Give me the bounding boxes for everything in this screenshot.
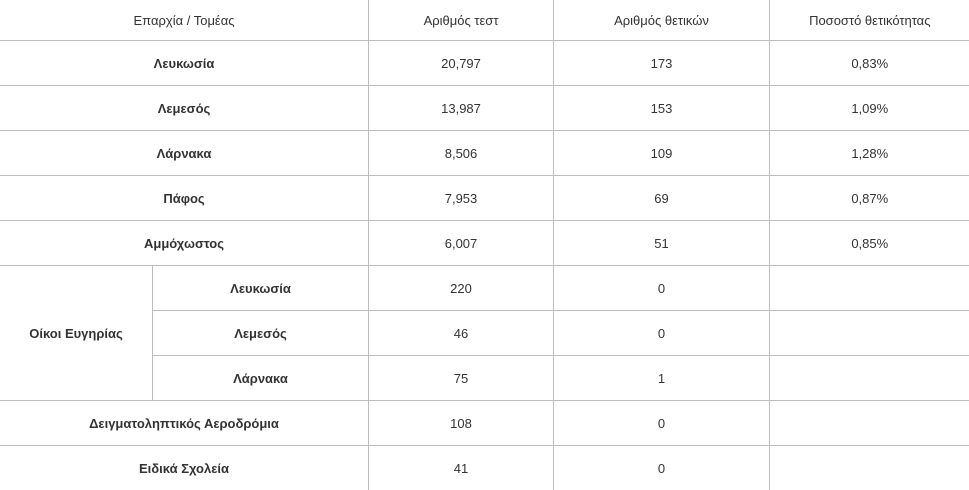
tests-cell: 7,953 [369,176,554,221]
positives-cell: 153 [554,86,770,131]
positives-cell: 109 [554,131,770,176]
header-tests: Αριθμός τεστ [369,0,554,41]
row-label: Λευκωσία [0,41,369,86]
rate-cell [770,401,969,446]
header-positives: Αριθμός θετικών [554,0,770,41]
rate-cell [770,356,969,401]
tests-cell: 220 [369,266,554,311]
tests-cell: 6,007 [369,221,554,266]
rate-cell [770,311,969,356]
rate-cell: 0,85% [770,221,969,266]
table-row [0,131,969,176]
tests-cell: 75 [369,356,554,401]
row-label: Πάφος [0,176,369,221]
positives-cell: 51 [554,221,770,266]
positives-cell: 173 [554,41,770,86]
group-label-care-homes: Οίκοι Ευγηρίας [0,266,153,401]
table-row [0,401,969,446]
row-label: Λευκωσία [153,266,369,311]
table-row [0,86,969,131]
header-rate: Ποσοστό θετικότητας [770,0,969,41]
positives-cell: 0 [554,401,770,446]
tests-cell: 41 [369,446,554,490]
rate-cell: 1,09% [770,86,969,131]
row-label: Αμμόχωστος [0,221,369,266]
table-row [0,221,969,266]
rate-cell: 0,87% [770,176,969,221]
tests-cell: 108 [369,401,554,446]
row-label: Λάρνακα [0,131,369,176]
table-row [0,41,969,86]
table-row [0,266,969,311]
table-row [0,446,969,490]
rate-cell: 0,83% [770,41,969,86]
positives-cell: 69 [554,176,770,221]
tests-cell: 8,506 [369,131,554,176]
row-label: Δειγματοληπτικός Αεροδρόμια [0,401,369,446]
row-label: Λεμεσός [0,86,369,131]
header-region: Επαρχία / Τομέας [0,0,369,41]
row-label: Λάρνακα [153,356,369,401]
positives-cell: 0 [554,311,770,356]
tests-cell: 20,797 [369,41,554,86]
positives-cell: 0 [554,446,770,490]
positives-cell: 1 [554,356,770,401]
row-label: Λεμεσός [153,311,369,356]
header-row [0,0,969,41]
tests-cell: 13,987 [369,86,554,131]
tests-cell: 46 [369,311,554,356]
table-row [0,176,969,221]
rate-cell: 1,28% [770,131,969,176]
rate-cell [770,446,969,490]
row-label: Ειδικά Σχολεία [0,446,369,490]
rate-cell [770,266,969,311]
positives-cell: 0 [554,266,770,311]
